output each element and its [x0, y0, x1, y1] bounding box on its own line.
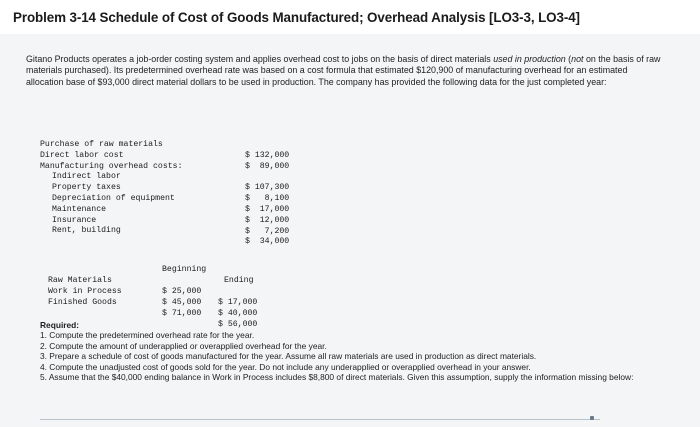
required-section	[40, 320, 680, 382]
inventory-beginning: $ 25,000	[162, 287, 202, 296]
inventory-label: Work in Process	[48, 287, 122, 296]
cost-value: $ 89,000	[245, 162, 290, 171]
inventory-label: Raw Materials	[48, 276, 112, 285]
cost-label: Purchase of raw materials	[40, 140, 163, 149]
inventory-ending: $ 40,000	[218, 309, 258, 318]
col-ending-header: Ending	[224, 276, 254, 285]
cost-label: Depreciation of equipment	[52, 194, 175, 203]
cost-value: $ 34,000	[245, 237, 290, 246]
inventory-header-row	[162, 253, 254, 285]
inventory-ending: $ 56,000	[218, 320, 258, 329]
inventory-label: Finished Goods	[48, 298, 117, 307]
intro-italic-1: used in production	[493, 54, 566, 64]
cost-value: $ 7,200	[245, 227, 290, 236]
cost-label: Property taxes	[52, 183, 121, 192]
cost-label: Maintenance	[52, 205, 107, 214]
intro-text-2: (	[565, 54, 572, 64]
divider	[40, 419, 600, 420]
cost-label: Manufacturing overhead costs:	[40, 162, 183, 171]
inventory-beginning: $ 45,000	[162, 298, 202, 307]
intro-text-3: on the basis of raw materials purchased). Its predetermined overhead rate was based on a cost formula that estimated $120,900 of manufacturing overhead for an estimated allocation base of $93,000 direct material dollars to be used in production. The company has provided the following data for the just completed year:	[26, 54, 661, 87]
required-item: 1. Compute the predetermined overhead rate for the year.	[40, 330, 255, 341]
problem-title: Problem 3-14 Schedule of Cost of Goods Manufactured; Overhead Analysis [LO3-3, LO3-4]	[13, 10, 580, 25]
required-item: 2. Compute the amount of underapplied or overapplied overhead for the year.	[40, 340, 327, 351]
required-item: 4. Compute the unadjusted cost of goods sold for the year. Do not include any underapplied or overapplied overhead in your answer.	[40, 361, 531, 372]
inventory-ending: $ 17,000	[218, 298, 258, 307]
cost-label: Rent, building	[52, 226, 121, 235]
intro-italic-2: not	[571, 54, 584, 64]
required-item: 5. Assume that the $40,000 ending balance in Work in Process includes $8,800 of direct materials. Given this assumption, supply the information missing below:	[40, 372, 634, 383]
cost-value: $ 132,000	[245, 151, 290, 160]
scroll-handle[interactable]	[590, 416, 594, 420]
inventory-beginning: $ 71,000	[162, 309, 202, 318]
cost-value: $ 12,000	[245, 216, 290, 225]
intro-text-1: Gitano Products operates a job-order costing system and applies overhead cost to jobs on the basis of direct materials	[26, 54, 494, 64]
intro-paragraph	[26, 54, 666, 88]
required-heading: Required:	[40, 320, 80, 330]
col-beginning-header: Beginning	[162, 265, 207, 274]
cost-value: $ 8,100	[245, 194, 290, 203]
cost-value: $ 17,000	[245, 205, 290, 214]
required-item: 3. Prepare a schedule of cost of goods manufactured for the year. Assume all raw materials are used in production as direct materials.	[40, 351, 537, 362]
cost-value: $ 107,300	[245, 183, 290, 192]
cost-label: Direct labor cost	[40, 151, 124, 160]
cost-label: Insurance	[52, 216, 97, 225]
cost-label: Indirect labor	[52, 172, 121, 181]
